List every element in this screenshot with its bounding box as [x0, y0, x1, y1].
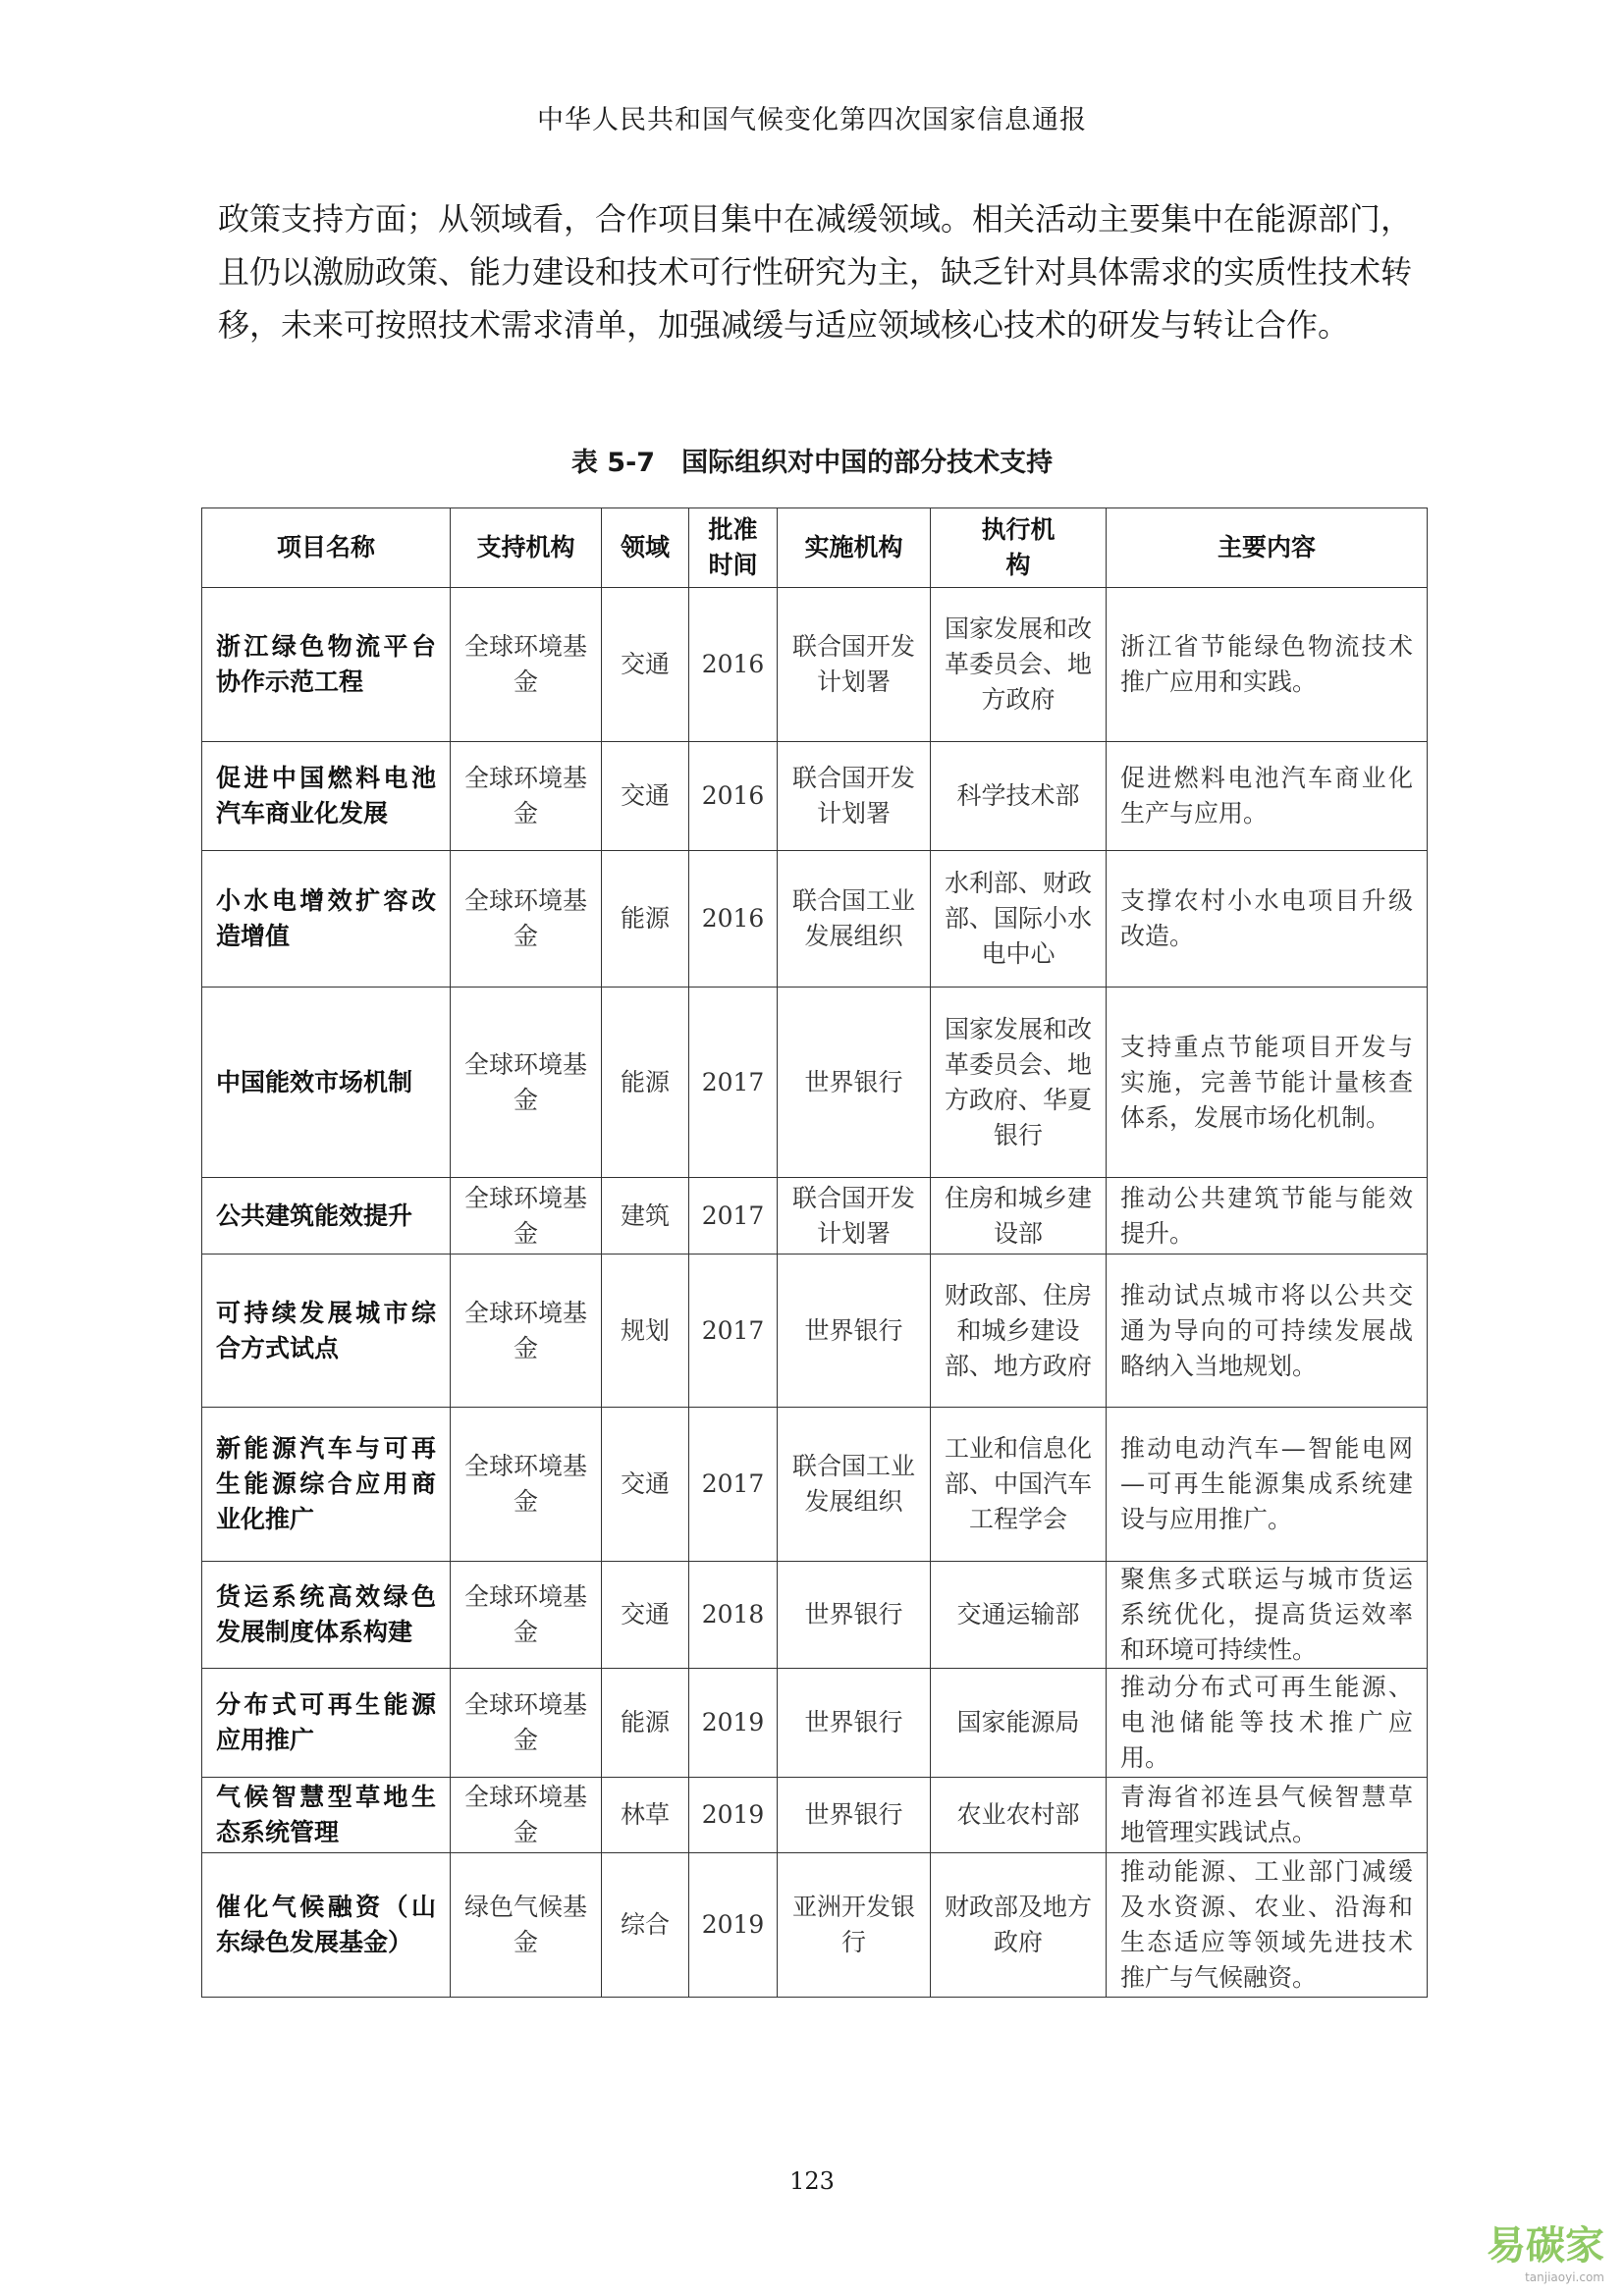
table-row — [202, 742, 1428, 851]
page-number: 123 — [789, 2167, 835, 2195]
table-cell: 全球环境基金 — [451, 988, 602, 1178]
table-row — [202, 1853, 1428, 1998]
table-row — [202, 988, 1428, 1178]
table-cell: 新能源汽车与可再生能源综合应用商业化推广 — [202, 1408, 451, 1562]
table-row — [202, 588, 1428, 742]
table-cell: 2017 — [689, 1408, 778, 1562]
table-cell: 亚洲开发银行 — [778, 1853, 931, 1998]
table-cell: 世界银行 — [778, 1669, 931, 1778]
table-cell: 浙江绿色物流平台协作示范工程 — [202, 588, 451, 742]
table-cell: 支撑农村小水电项目升级改造。 — [1107, 851, 1428, 988]
table-cell: 能源 — [602, 1669, 689, 1778]
table-cell: 财政部、住房和城乡建设部、地方政府 — [931, 1255, 1107, 1408]
table-cell: 推动试点城市将以公共交通为导向的可持续发展战略纳入当地规划。 — [1107, 1255, 1428, 1408]
table-cell: 可持续发展城市综合方式试点 — [202, 1255, 451, 1408]
table-cell: 2016 — [689, 851, 778, 988]
header-cell: 领域 — [602, 508, 689, 588]
table-cell: 科学技术部 — [931, 742, 1107, 851]
table-cell: 全球环境基金 — [451, 1255, 602, 1408]
table-cell: 国家能源局 — [931, 1669, 1107, 1778]
watermark-logo — [1487, 2215, 1604, 2284]
table-cell: 交通运输部 — [931, 1562, 1107, 1669]
table-cell: 2016 — [689, 588, 778, 742]
table-cell: 联合国开发计划署 — [778, 742, 931, 851]
table-cell: 农业农村部 — [931, 1778, 1107, 1853]
running-head: 中华人民共和国气候变化第四次国家信息通报 — [537, 105, 1087, 135]
table-cell: 货运系统高效绿色发展制度体系构建 — [202, 1562, 451, 1669]
table-cell: 促进中国燃料电池汽车商业化发展 — [202, 742, 451, 851]
table-cell: 建筑 — [602, 1178, 689, 1255]
table-cell: 中国能效市场机制 — [202, 988, 451, 1178]
table-cell: 浙江省节能绿色物流技术推广应用和实践。 — [1107, 588, 1428, 742]
table-cell: 公共建筑能效提升 — [202, 1178, 451, 1255]
table-cell: 林草 — [602, 1778, 689, 1853]
table-cell: 交通 — [602, 1562, 689, 1669]
watermark-sub: tanjiaoyi.com — [1525, 2270, 1604, 2284]
table-cell: 全球环境基金 — [451, 588, 602, 742]
table-cell: 催化气候融资（山东绿色发展基金） — [202, 1853, 451, 1998]
header-cell: 执行机构 — [931, 508, 1107, 588]
table-cell: 2017 — [689, 1178, 778, 1255]
table-cell: 交通 — [602, 588, 689, 742]
table-cell: 推动分布式可再生能源、电池储能等技术推广应用。 — [1107, 1669, 1428, 1778]
table-cell: 2019 — [689, 1778, 778, 1853]
table-cell: 联合国工业发展组织 — [778, 851, 931, 988]
table-cell: 世界银行 — [778, 1255, 931, 1408]
table-cell: 2019 — [689, 1853, 778, 1998]
table-cell: 全球环境基金 — [451, 1178, 602, 1255]
table-cell: 交通 — [602, 1408, 689, 1562]
table-row — [202, 1255, 1428, 1408]
table-cell: 聚焦多式联运与城市货运系统优化，提高货运效率和环境可持续性。 — [1107, 1562, 1428, 1669]
table-row — [202, 1778, 1428, 1853]
table-cell: 绿色气候基金 — [451, 1853, 602, 1998]
table-cell: 推动能源、工业部门减缓及水资源、农业、沿海和生态适应等领域先进技术推广与气候融资。 — [1107, 1853, 1428, 1998]
table-cell: 小水电增效扩容改造增值 — [202, 851, 451, 988]
body-paragraph: 政策支持方面；从领域看，合作项目集中在减缓领域。相关活动主要集中在能源部门，且仍以激励政策、能力建设和技术可行性研究为主，缺乏针对具体需求的实质性技术转移，未来可按照技术需求清单，加强减缓与适应领域核心技术的研发与转让合作。 — [218, 200, 1413, 344]
table-cell: 世界银行 — [778, 988, 931, 1178]
table-cell: 2019 — [689, 1669, 778, 1778]
table-caption: 表 5-7 国际组织对中国的部分技术支持 — [570, 448, 1054, 478]
table-cell: 支持重点节能项目开发与实施，完善节能计量核查体系，发展市场化机制。 — [1107, 988, 1428, 1178]
table-cell: 财政部及地方政府 — [931, 1853, 1107, 1998]
table-cell: 2016 — [689, 742, 778, 851]
table-cell: 分布式可再生能源应用推广 — [202, 1669, 451, 1778]
table-cell: 全球环境基金 — [451, 1562, 602, 1669]
table-cell: 联合国工业发展组织 — [778, 1408, 931, 1562]
table-cell: 全球环境基金 — [451, 1669, 602, 1778]
table-cell: 联合国开发计划署 — [778, 588, 931, 742]
table-cell: 国家发展和改革委员会、地方政府 — [931, 588, 1107, 742]
table-cell: 全球环境基金 — [451, 851, 602, 988]
table-cell: 全球环境基金 — [451, 1778, 602, 1853]
table-cell: 2017 — [689, 1255, 778, 1408]
table-cell: 规划 — [602, 1255, 689, 1408]
header-cell: 支持机构 — [451, 508, 602, 588]
watermark-text: 易碳家 — [1487, 2223, 1604, 2269]
table-cell: 能源 — [602, 851, 689, 988]
table-cell: 推动电动汽车—智能电网—可再生能源集成系统建设与应用推广。 — [1107, 1408, 1428, 1562]
tech-support-table — [201, 507, 1428, 1998]
table-cell: 水利部、财政部、国际小水电中心 — [931, 851, 1107, 988]
table-header-row — [202, 508, 1428, 588]
table-cell: 气候智慧型草地生态系统管理 — [202, 1778, 451, 1853]
table-cell: 全球环境基金 — [451, 1408, 602, 1562]
header-cell: 主要内容 — [1107, 508, 1428, 588]
table-cell: 联合国开发计划署 — [778, 1178, 931, 1255]
table-cell: 国家发展和改革委员会、地方政府、华夏银行 — [931, 988, 1107, 1178]
table-row — [202, 1408, 1428, 1562]
header-cell: 批准时间 — [689, 508, 778, 588]
table-cell: 全球环境基金 — [451, 742, 602, 851]
table-row — [202, 851, 1428, 988]
table-cell: 青海省祁连县气候智慧草地管理实践试点。 — [1107, 1778, 1428, 1853]
table-cell: 2017 — [689, 988, 778, 1178]
table-cell: 推动公共建筑节能与能效提升。 — [1107, 1178, 1428, 1255]
table-cell: 交通 — [602, 742, 689, 851]
table-row — [202, 1669, 1428, 1778]
header-cell: 实施机构 — [778, 508, 931, 588]
header-cell: 项目名称 — [202, 508, 451, 588]
table-row — [202, 1178, 1428, 1255]
table-cell: 世界银行 — [778, 1562, 931, 1669]
table-cell: 能源 — [602, 988, 689, 1178]
table-row — [202, 1562, 1428, 1669]
table-cell: 工业和信息化部、中国汽车工程学会 — [931, 1408, 1107, 1562]
table-cell: 2018 — [689, 1562, 778, 1669]
table-cell: 综合 — [602, 1853, 689, 1998]
table-cell: 世界银行 — [778, 1778, 931, 1853]
table-cell: 住房和城乡建设部 — [931, 1178, 1107, 1255]
table-cell: 促进燃料电池汽车商业化生产与应用。 — [1107, 742, 1428, 851]
